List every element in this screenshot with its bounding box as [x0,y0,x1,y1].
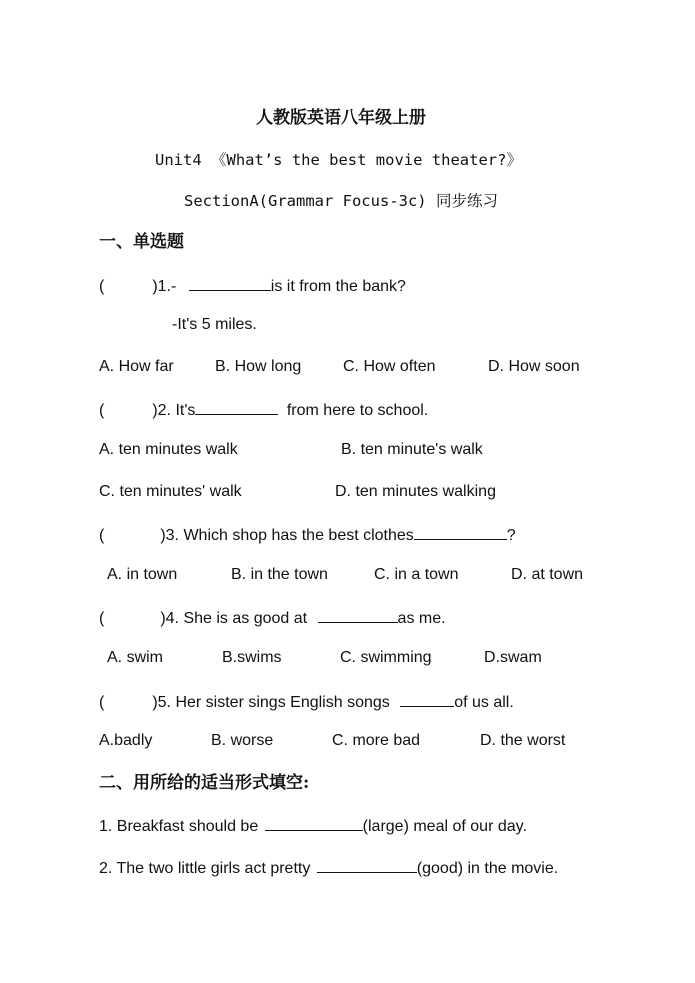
question-1-reply: -It's 5 miles. [172,316,257,333]
question-text: from here to school. [286,402,429,419]
question-text: of us all. [454,694,514,711]
answer-paren-open: ( [99,694,105,711]
fill-question-2 [99,856,558,879]
answer-blank[interactable] [318,606,398,623]
q5-option-d[interactable]: D. the worst [480,732,566,749]
question-text: 2. The two little girls act pretty [99,860,311,877]
q2-option-d[interactable]: D. ten minutes walking [335,483,496,500]
q4-option-b[interactable]: B.swims [222,649,282,666]
q2-option-c[interactable]: C. ten minutes' walk [99,483,242,500]
q3-option-c[interactable]: C. in a town [374,566,459,583]
question-2 [99,398,428,421]
q5-option-b[interactable]: B. worse [211,732,274,749]
q1-option-a[interactable]: A. How far [99,358,174,375]
page-title: 人教版英语八年级上册 [256,108,426,128]
q2-option-b[interactable]: B. ten minute's walk [341,441,483,458]
question-text: as me. [397,610,446,627]
answer-paren-open: ( [99,402,105,419]
q1-option-c[interactable]: C. How often [343,358,436,375]
question-text: (large) meal of our day. [362,818,527,835]
q3-option-a[interactable]: A. in town [107,566,178,583]
q4-option-c[interactable]: C. swimming [340,649,432,666]
question-1 [99,274,406,297]
unit-title: Unit4 《What’s the best movie theater?》 [155,151,522,169]
q5-option-c[interactable]: C. more bad [332,732,421,749]
q1-option-b[interactable]: B. How long [215,358,302,375]
question-3 [99,523,516,546]
question-text: (good) in the movie. [416,860,559,877]
section-title: SectionA(Grammar Focus-3c) 同步练习 [184,192,498,210]
question-5 [99,690,514,713]
q2-option-a[interactable]: A. ten minutes walk [99,441,238,458]
question-text: ? [506,527,516,544]
question-number: )1.- [152,278,177,295]
answer-paren-open: ( [99,278,105,295]
answer-paren-open: ( [99,527,105,544]
question-number: )3. Which shop has the best clothes [160,527,414,544]
question-text: 1. Breakfast should be [99,818,259,835]
q1-option-d[interactable]: D. How soon [488,358,580,375]
q4-option-a[interactable]: A. swim [107,649,163,666]
q4-option-d[interactable]: D.swam [484,649,542,666]
answer-blank[interactable] [414,523,507,540]
answer-blank[interactable] [265,814,363,831]
fill-question-1 [99,814,527,837]
answer-paren-open: ( [99,610,105,627]
answer-blank[interactable] [195,398,278,415]
question-4 [99,606,446,629]
question-number: )4. She is as good at [160,610,308,627]
q3-option-d[interactable]: D. at town [511,566,584,583]
part1-heading: 一、单选题 [99,232,184,252]
q5-option-a[interactable]: A.badly [99,732,153,749]
question-number: )5. Her sister sings English songs [152,694,390,711]
answer-blank[interactable] [317,856,417,873]
answer-blank[interactable] [189,274,271,291]
question-number: )2. It's [152,402,196,419]
answer-blank[interactable] [400,690,454,707]
question-text: is it from the bank? [270,278,406,295]
part2-heading: 二、用所给的适当形式填空: [99,773,310,793]
q3-option-b[interactable]: B. in the town [231,566,328,583]
